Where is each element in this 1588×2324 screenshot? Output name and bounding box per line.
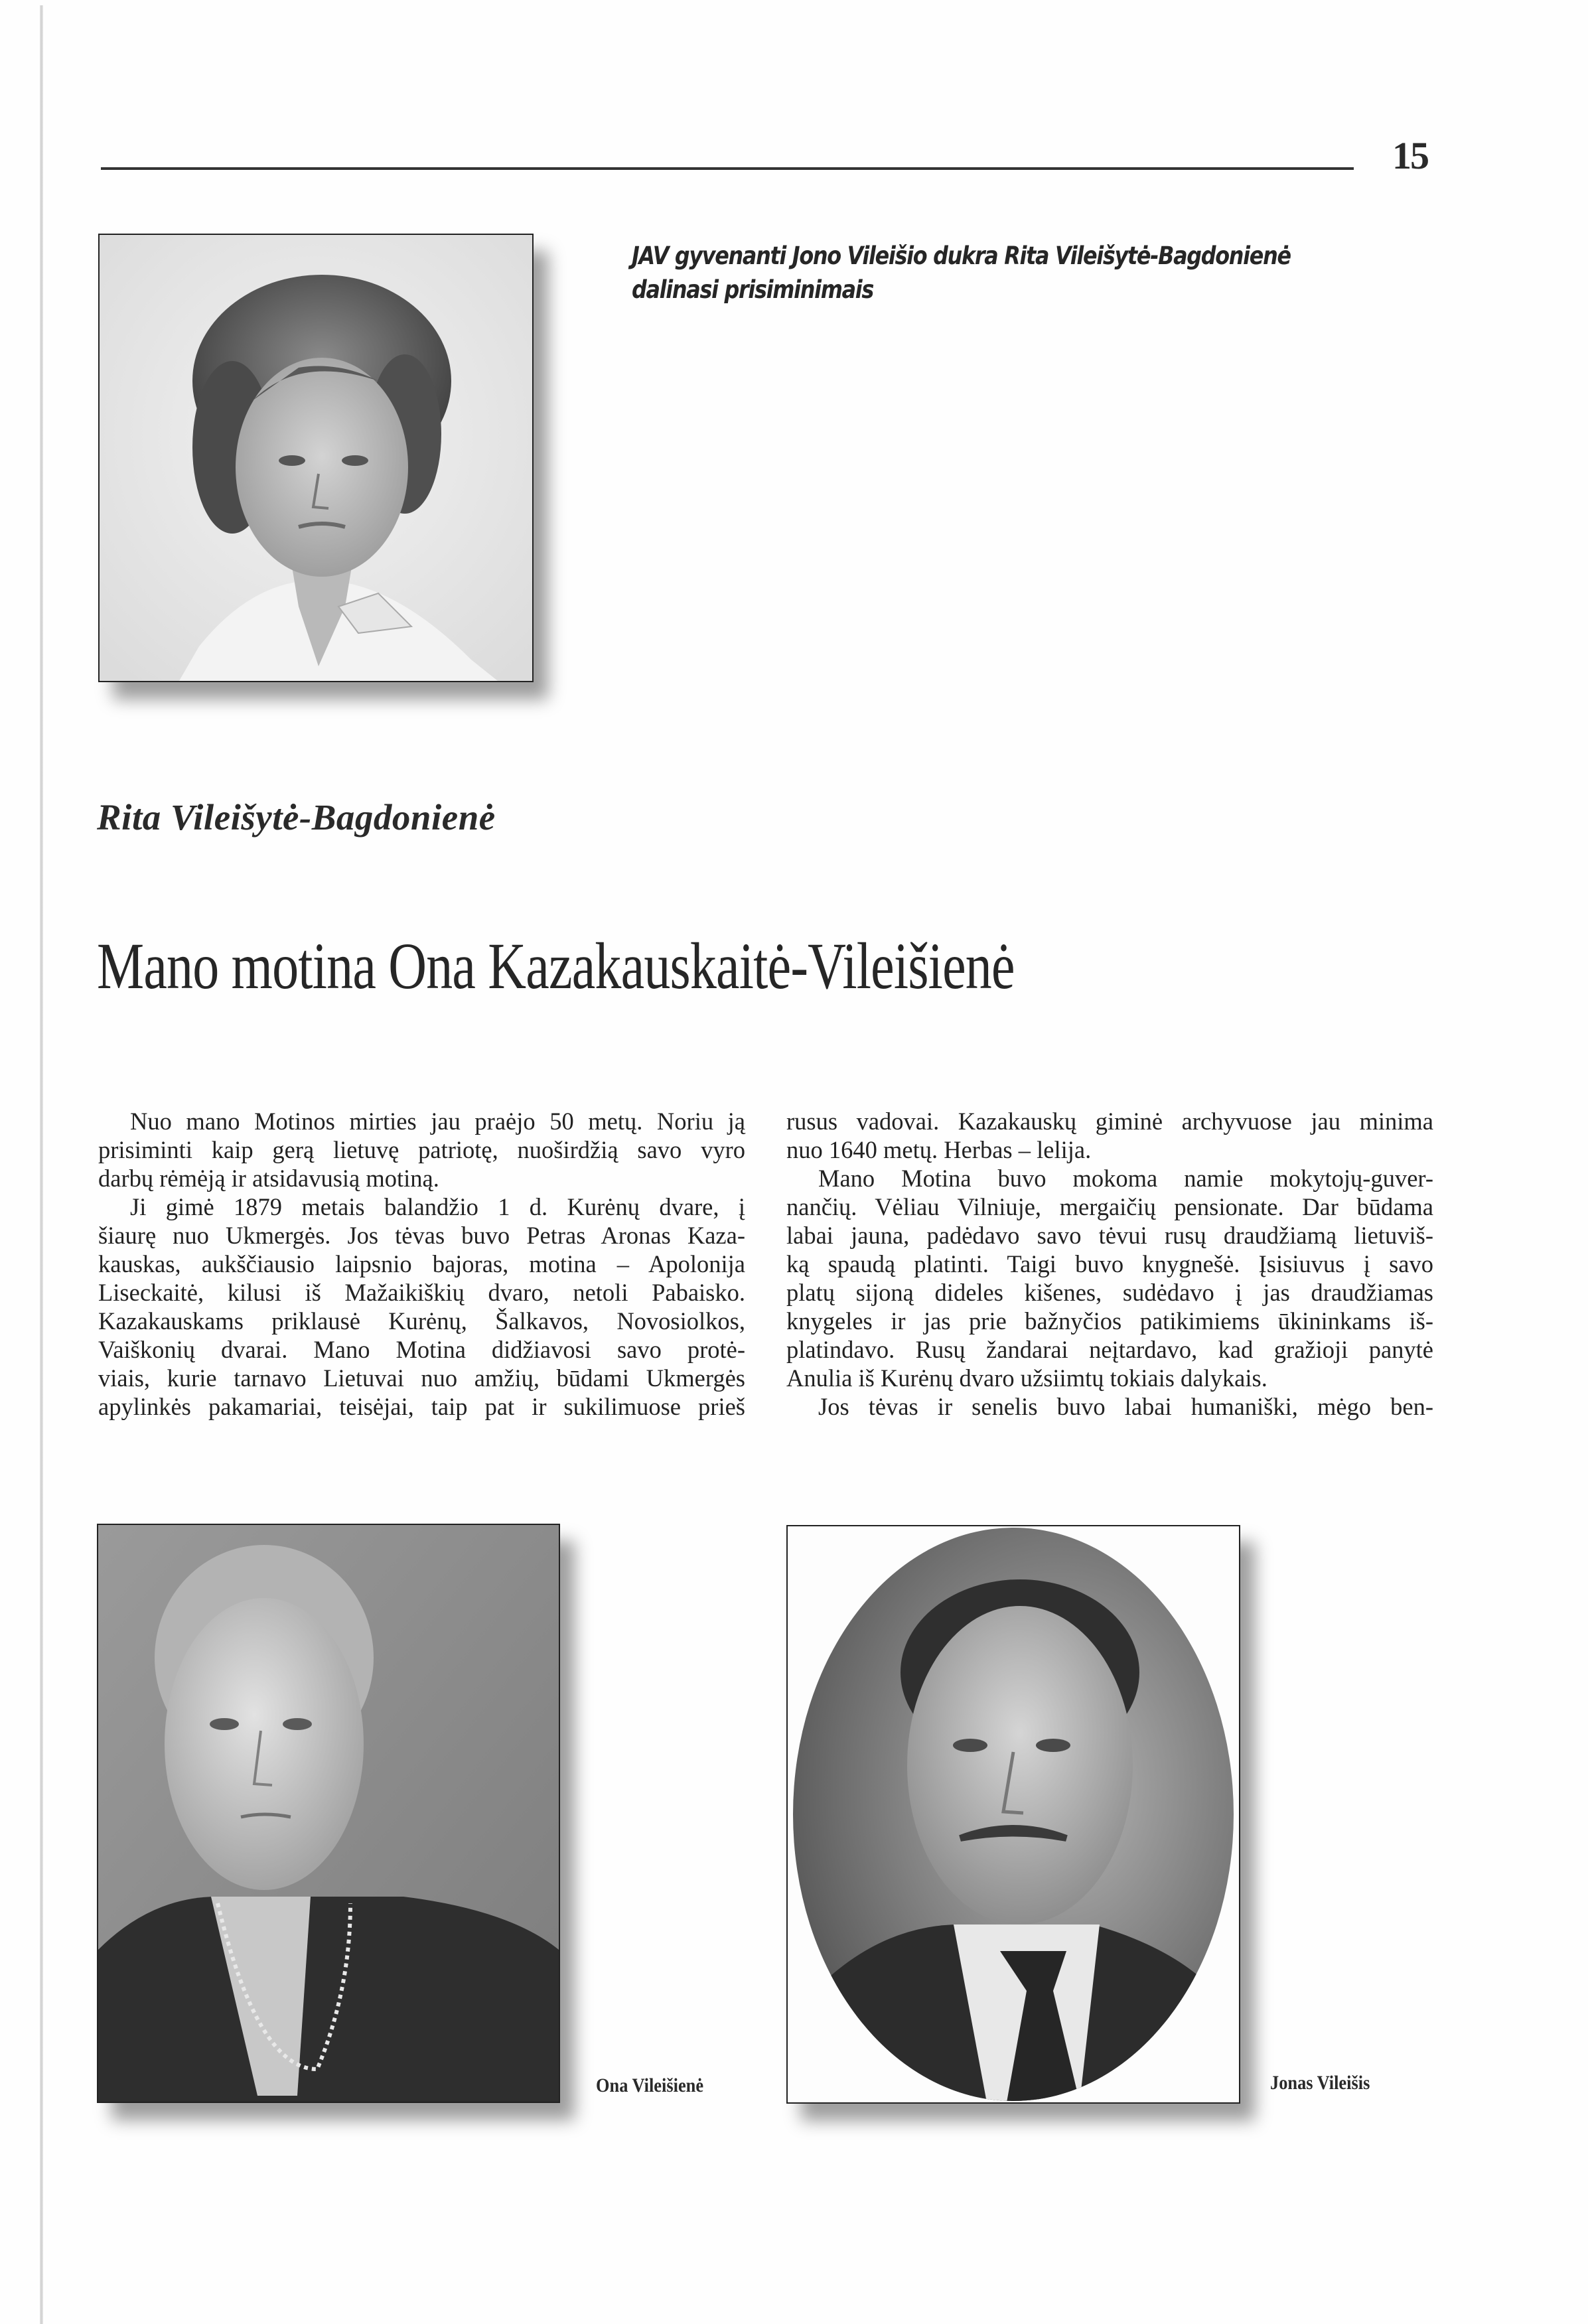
portrait-photo-jonas [786, 1525, 1240, 2104]
text-column-right [786, 1107, 1433, 1421]
text-line: Anulia iš Kurėnų dvaro užsiimtų tokiais dalykais. [786, 1364, 1267, 1392]
portrait-icon [100, 235, 532, 681]
scan-edge [40, 5, 43, 2324]
text-line: šiaurę nuo Ukmergės. Jos tėvas buvo Petras Aronas Kaza- [98, 1222, 745, 1249]
text-line: platų sijoną dideles kišenes, sudėdavo į jas draudžiamas [786, 1279, 1433, 1306]
text-line: Ji gimė 1879 metais balandžio 1 d. Kurėnų dvare, į [130, 1193, 745, 1220]
portrait-icon [98, 1525, 559, 2102]
text-line: Liseckaitė, kilusi iš Mažaikiškių dvaro, netoli Pabaisko. [98, 1279, 745, 1306]
subtitle-line: JAV gyvenanti Jono Vileišio dukra Rita Vileišytė-Bagdonienė [632, 242, 1291, 270]
portrait-photo-ona [97, 1524, 560, 2103]
text-line: viais, kurie tarnavo Lietuvai nuo amžių, būdami Ukmergės [98, 1364, 745, 1392]
text-line: nančių. Vėliau Vilniuje, mergaičių pensionate. Dar būdama [786, 1193, 1433, 1220]
text-line: rusus vadovai. Kazakauskų giminė archyvuose jau minima [786, 1108, 1433, 1135]
photo-caption-jonas: Jonas Vileišis [1270, 2072, 1370, 2094]
article-title: Mano motina Ona Kazakauskaitė-Vileišienė [97, 929, 1015, 1003]
page-number: 15 [1392, 134, 1428, 177]
text-line: Mano Motina buvo mokoma namie mokytojų-guver- [818, 1165, 1433, 1192]
text-line: knygeles ir jas prie bažnyčios patikimiems ūkininkams iš- [786, 1307, 1433, 1335]
text-line: labai jauna, padėdavo savo tėvui rusų draudžiamą lietuviš- [786, 1222, 1433, 1249]
text-line: Nuo mano Motinos mirties jau praėjo 50 metų. Noriu ją [130, 1108, 745, 1135]
oval-portrait-icon [788, 1526, 1239, 2102]
text-line: ką spaudą platinti. Taigi buvo knygnešė. Įsisiuvus į savo [786, 1250, 1433, 1277]
text-line: darbų rėmėją ir atsidavusią motiną. [98, 1165, 439, 1192]
text-line: apylinkės pakamariai, teisėjai, taip pat ir sukilimuose prieš [98, 1393, 745, 1420]
text-line: Vaiškonių dvarai. Mano Motina didžiavosi savo protė- [98, 1336, 745, 1363]
text-column-left [98, 1107, 745, 1421]
photo-caption-ona: Ona Vileišienė [596, 2074, 704, 2096]
text-line: Kazakauskams priklausė Kurėnų, Šalkavos, Novosiolkos, [98, 1307, 745, 1335]
article-subtitle [632, 239, 1317, 307]
text-line: Jos tėvas ir senelis buvo labai humaniški, mėgo ben- [818, 1393, 1433, 1420]
text-line: platindavo. Rusų žandarai neįtardavo, kad gražioji panytė [786, 1336, 1433, 1363]
portrait-photo-rita [98, 234, 534, 682]
subtitle-line: dalinasi prisiminimais [632, 275, 874, 304]
header-rule [101, 167, 1354, 170]
text-line: nuo 1640 metų. Herbas – lelija. [786, 1136, 1092, 1163]
text-line: prisiminti kaip gerą lietuvę patriotę, nuoširdžią savo vyro [98, 1136, 745, 1163]
article-author: Rita Vileišytė-Bagdonienė [97, 797, 496, 837]
text-line: kauskas, aukščiausio laipsnio bajoras, motina – Apolonija [98, 1250, 745, 1277]
